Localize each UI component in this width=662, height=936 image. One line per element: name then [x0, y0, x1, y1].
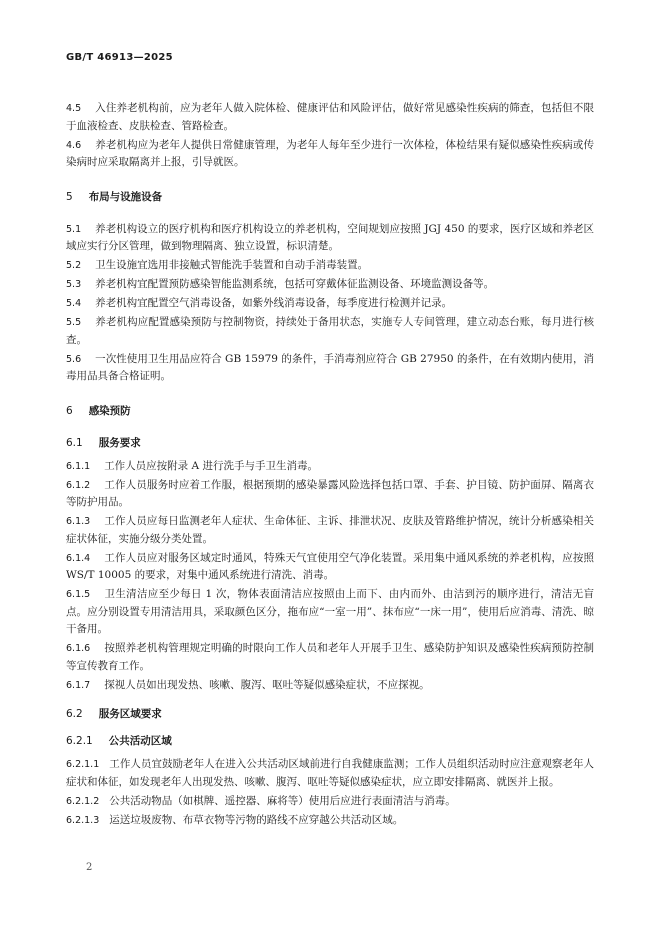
clause-text: 入住养老机构前，应为老年人做入院体检、健康评估和风险评估，做好常见感染性疾病的筛查，包括但不限于血液检查、皮肤检查、管路检查。	[66, 102, 594, 132]
clause-number: 6.1.5	[66, 589, 91, 600]
section-title: 公共活动区域	[108, 735, 172, 747]
section-number: 5	[66, 190, 73, 203]
section-number: 6.1	[66, 436, 83, 449]
clause-text: 养老机构宜配置预防感染智能监测系统，包括可穿戴体征监测设备、环境监测设备等。	[95, 278, 495, 290]
clause-number: 6.2.1.2	[66, 795, 100, 807]
clause-5-1	[66, 221, 594, 256]
clause-text: 卫生设施宜选用非接触式智能洗手装置和自动手消毒装置。	[95, 259, 369, 271]
clause-number: 6.1.6	[66, 643, 91, 654]
clause-text: 一次性使用卫生用品应符合 GB 15979 的条件，手消毒剂应符合 GB 27950 的条件，在有效期内使用，消毒用品具备合格证明。	[66, 352, 594, 382]
subsection-heading-6-2	[66, 706, 594, 723]
clause-number: 5.2	[66, 260, 82, 271]
standard-header: GB/T 46913—2025	[66, 52, 173, 63]
clause-6-1-7	[66, 677, 594, 695]
clause-text: 养老机构应为老年人提供日常健康管理，为老年人每年至少进行一次体检，体检结果有疑似感染性疾病或传染病时应采取隔离并上报，引导就医。	[66, 138, 594, 168]
section-title: 布局与设施设备	[88, 190, 163, 203]
clause-5-2	[66, 257, 594, 275]
clause-6-2-1-2	[66, 793, 594, 811]
clause-number: 4.5	[66, 103, 82, 114]
clause-6-2-1-3	[66, 812, 594, 830]
section-title: 服务区域要求	[98, 708, 162, 720]
clause-6-1-5	[66, 586, 594, 639]
clause-number: 6.1.4	[66, 552, 91, 564]
clause-4-6	[66, 137, 594, 172]
clause-text: 养老机构设立的医疗机构和医疗机构设立的养老机构，空间规划应按照 JGJ 450 的要求，医疗区域和养老区域应实行分区管理，做到物理隔离、独立设置，标识清楚。	[66, 222, 594, 252]
clause-number: 6.2.1.1	[66, 759, 100, 770]
clause-number: 5.1	[66, 223, 82, 235]
clause-number: 6.1.7	[66, 679, 91, 691]
clause-6-1-1	[66, 458, 594, 476]
clause-number: 6.1.1	[66, 460, 91, 472]
clause-number: 4.6	[66, 139, 82, 151]
clause-5-6	[66, 351, 594, 386]
clause-number: 5.3	[66, 279, 82, 290]
clause-number: 6.1.2	[66, 479, 91, 491]
clause-5-3	[66, 276, 594, 294]
section-heading-6	[66, 403, 594, 420]
clause-text: 工作人员应按附录 A 进行洗手与手卫生消毒。	[104, 459, 318, 472]
clause-text: 养老机构宜配置空气消毒设备，如紫外线消毒设备，每季度进行检测并记录。	[95, 297, 453, 309]
document-body	[66, 100, 594, 831]
clause-text: 工作人员应对服务区域定时通风，特殊天气宜使用空气净化装置。采用集中通风系统的养老机构，应按照 WS/T 10005 的要求，对集中通风系统进行清洗、消毒。	[66, 551, 594, 581]
subsection-heading-6-2-1	[66, 733, 594, 750]
section-number: 6.2	[66, 708, 83, 720]
clause-text: 工作人员应每日监测老年人症状、生命体征、主诉、排泄状况、皮肤及管路维护情况，统计分析感染相关症状体征，实施分级分类处置。	[66, 515, 594, 545]
clause-6-2-1-1	[66, 756, 594, 791]
clause-text: 公共活动物品（如棋牌、遥控器、麻将等）使用后应进行表面清洁与消毒。	[109, 794, 456, 807]
clause-text: 运送垃圾废物、布草衣物等污物的路线不应穿越公共活动区域。	[109, 813, 404, 826]
clause-text: 工作人员服务时应着工作服，根据预期的感染暴露风险选择包括口罩、手套、护目镜、防护面屏、隔离衣等防护用品。	[66, 478, 594, 508]
clause-text: 探视人员如出现发热、咳嗽、腹泻、呕吐等疑似感染症状，不应探视。	[104, 678, 430, 691]
section-title: 感染预防	[88, 404, 131, 417]
clause-6-1-6	[66, 640, 594, 675]
section-title: 服务要求	[98, 436, 141, 449]
section-heading-5	[66, 189, 594, 206]
clause-6-1-4	[66, 550, 594, 585]
clause-number: 6.2.1.3	[66, 814, 100, 826]
section-number: 6	[66, 404, 73, 417]
clause-6-1-3	[66, 513, 594, 548]
clause-5-5	[66, 314, 594, 349]
clause-text: 养老机构应配置感染预防与控制物资，持续处于备用状态，实施专人专间管理，建立动态台账，每月进行核查。	[66, 316, 594, 346]
clause-5-4	[66, 295, 594, 313]
clause-text: 卫生清洁应至少每日 1 次，物体表面清洁应按照由上而下、由内而外、由洁到污的顺序进行，清洁无盲点。应分别设置专用清洁用具，采取颜色区分，拖布应“一室一用”、抹布应“一床一用”，使用后应消毒、清洗、晾干备用。	[66, 588, 594, 635]
page-number: 2	[86, 862, 93, 873]
clause-number: 5.6	[66, 353, 82, 365]
clause-number: 5.5	[66, 317, 82, 328]
clause-text: 工作人员宜鼓励老年人在进入公共活动区域前进行自我健康监测；工作人员组织活动时应注意观察老年人症状和体征，如发现老年人出现发热、咳嗽、腹泻、呕吐等疑似感染症状，应立即安排隔离、就医并上报。	[66, 758, 594, 788]
subsection-heading-6-1	[66, 435, 594, 452]
clause-text: 按照养老机构管理规定明确的时限向工作人员和老年人开展手卫生、感染防护知识及感染性疾病预防控制等宣传教育工作。	[66, 642, 594, 672]
clause-number: 6.1.3	[66, 516, 91, 527]
clause-number: 5.4	[66, 298, 82, 309]
clause-4-5	[66, 100, 594, 135]
clause-6-1-2	[66, 477, 594, 512]
section-number: 6.2.1	[66, 735, 93, 747]
